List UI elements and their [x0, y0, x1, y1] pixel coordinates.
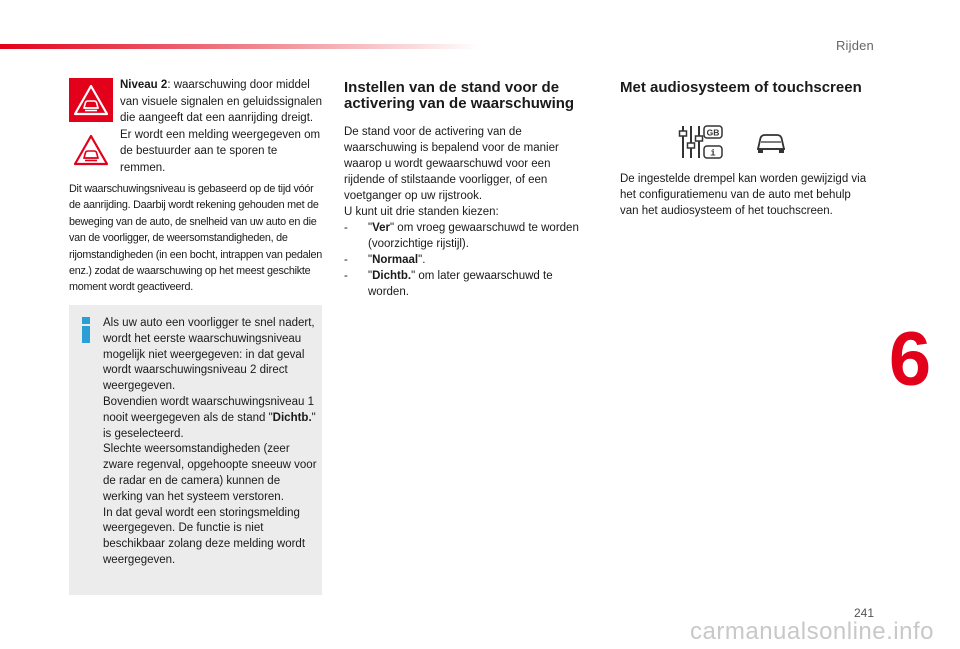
- warning-icons: [69, 78, 113, 172]
- activation-setting-heading: Instellen van de stand voor de activering van de waarschuwing: [344, 79, 575, 112]
- warning-level-description: Dit waarschuwingsniveau is gebaseerd op de tijd vóór de aanrijding. Daarbij wordt rekening gehouden met de beweging van de auto, de snelheid van uw auto en die van de voorligger, de weersomstandigheden, de rijomstandigheden (in een bocht, intrappen van pedalen enz.) zodat de waarschuwing op het meest geschikte moment wordt geactiveerd.: [69, 183, 323, 294]
- collision-warning-red-icon: [69, 78, 113, 122]
- header-accent-bar: [0, 44, 480, 49]
- option-dichtb: - "Dichtb." om later gewaarschuwd te worden.: [344, 270, 553, 298]
- niveau-2-label: Niveau 2: [120, 79, 168, 91]
- info-icon: [79, 317, 93, 345]
- car-icon: [757, 135, 785, 153]
- settings-badge: GB: [706, 127, 720, 138]
- audio-system-text: De ingestelde drempel kan worden gewijzigd via het configuratiemenu van de auto met behulp van het audiosysteem of het touchscreen.: [620, 173, 867, 217]
- info-paragraph-2: Bovendien wordt waarschuwingsniveau 1 nooit weergegeven als de stand "Dichtb." is geselecteerd.: [103, 395, 316, 440]
- audio-system-icons: [678, 123, 788, 161]
- activation-intro: De stand voor de activering van de waarschuwing is bepalend voor de manier waarop u wordt gewaarschuwd voor een rijdende of stilstaande voorligger, of een voetganger op uw rijstrook.: [344, 126, 559, 202]
- niveau-2-paragraph: [120, 77, 325, 176]
- info-box: [69, 305, 322, 595]
- chapter-title: Rijden: [835, 38, 874, 53]
- chapter-number: 6: [888, 317, 932, 402]
- audio-system-section: [620, 80, 870, 96]
- page-number: 241: [853, 606, 874, 620]
- info-paragraph-4: In dat geval wordt een storingsmelding weergegeven. De functie is niet beschikbaar zolang deze melding wordt weergegeven.: [103, 506, 306, 566]
- option-normaal: - "Normaal".: [344, 254, 426, 266]
- niveau-2-text: : waarschuwing door middel van visuele signalen en geluidssignalen die aangeeft dat een aanrijding dreigt. Er wordt een melding weergegeven om de bestuurder aan te sporen te remmen.: [120, 79, 323, 174]
- collision-warning-outline-icon: [69, 128, 113, 172]
- settings-sliders-icon: [680, 126, 723, 159]
- info-paragraph-1: Als uw auto een voorligger te snel nadert, wordt het eerste waarschuwingsniveau mogelijk niet weergegeven: in dat geval wordt waarschuwingsniveau 2 direct weergegeven.: [103, 317, 315, 393]
- info-paragraph-3: Slechte weersomstandigheden (zeer zware regenval, opgehoopte sneeuw voor de radar en de camera) kunnen de werking van het systeem verstoren.: [103, 443, 317, 503]
- info-badge: i: [710, 148, 716, 159]
- activation-choose: U kunt uit drie standen kiezen:: [344, 206, 499, 218]
- audio-system-heading: Met audiosysteem of touchscreen: [620, 79, 862, 96]
- info-box-text: [103, 316, 317, 569]
- option-ver: - "Ver" om vroeg gewaarschuwd te worden (voorzichtige rijstijl).: [344, 222, 579, 250]
- watermark: carmanualsonline.info: [690, 618, 934, 645]
- activation-setting-section: [344, 80, 594, 300]
